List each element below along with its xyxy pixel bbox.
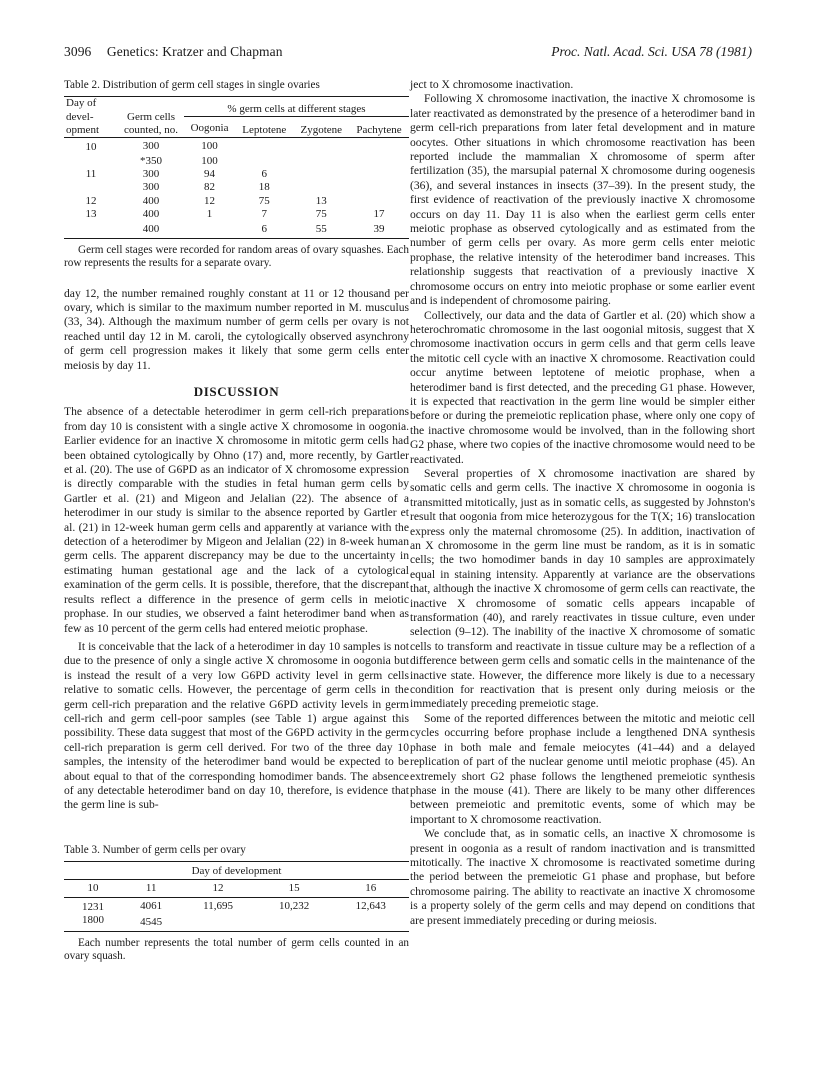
table2-header-stage: Pachytene (356, 123, 402, 136)
table-cell (184, 221, 235, 238)
table3 (64, 861, 409, 932)
table-row (64, 897, 409, 914)
table-cell: *350 (140, 154, 162, 167)
table-cell (235, 138, 293, 155)
table3-header-day: 11 (145, 881, 157, 894)
table-cell: 13 (85, 208, 97, 221)
running-title: Genetics: Kratzer and Chapman (106, 44, 283, 59)
table-cell (332, 914, 409, 931)
paragraph: We conclude that, as in somatic cells, an inactive X chromosome is present in oogonia as a result of random inactivation and is transmitted mitotically. The inactive X chromosome is reactivated sometime during the period between the premeiotic G1 phase and prophase, but before chromosome pairing. The ability to reactivate an inactive X chromosome is a property solely of the germ cells and may depend on conditions that are present immediately preceding or during meiosis. (410, 827, 755, 927)
table-cell: 75 (258, 194, 270, 207)
table-cell: 13 (315, 194, 327, 207)
table-cell: 75 (315, 208, 327, 221)
table3-header-day: 15 (288, 881, 300, 894)
table-cell: 82 (204, 181, 216, 194)
table-cell: 400 (142, 222, 160, 235)
table2-header-day: Day of devel- opment (66, 97, 99, 136)
table-cell: 4061 (140, 899, 163, 912)
paragraph: The absence of a detectable heterodimer in germ cell-rich preparations from day 10 is consistent with a single active X chromosome in oogonia. Earlier evidence for an inactive X chromosome in mitotic germ cells had been obtained cytologically by Ohno (17) and, more recently, by Gartler et al. (20). The use of G6PD as an indicator of X chromosome expression is directly comparable with the studies in fetal human germ cells by Gartler et al. (21) and Migeon and Jelalian (22). The absence of a heterodimer in our study is similar to the absence reported by Gartler et al. (21) in 12-week human germ cells and apparently at variance with the detection of a heterodimer by Migeon and Jelalian (22) in 8-week human germ cells. The apparent discrepancy may be due to the uncertainty in estimating human gestational age and the lack of a cytological examination of the germ cells. It is possible, therefore, that the discrepant results reflect a difference in the presence of germ cells in meiotic prophase. In our studies, we observed a faint heterodimer band when as few as 10 percent of the germ cells had entered meiotic prophase. (64, 405, 409, 635)
paragraph: Some of the reported differences between the mitotic and meiotic cell cycles occurring before prophase include a lengthened DNA synthesis phase in both male and female meiocytes (41–44) and a delayed replication of part of the nuclear genome until meiotic prophase (45). An extremely short G2 phase follows the lengthened premeiotic synthesis phase in the mouse (41). There are likely to be many other differences between premeiotic and premitotic events, some of which may be important to X chromosome reactivation. (410, 711, 755, 826)
table-cell: 400 (142, 208, 160, 221)
table2-header-stage: Oogonia (190, 121, 229, 134)
table-cell (294, 138, 350, 155)
table-cell: 12 (204, 194, 216, 207)
table-cell (64, 181, 118, 194)
table-row (64, 195, 409, 208)
paragraph: It is conceivable that the lack of a heterodimer in day 10 samples is not due to the presence of only a single active X chromosome in oogonia but is instead the result of a very low G6PD activity level in germ cells relative to somatic cells. However, the percentage of germ cells in the germ cell-rich preparation and the relative G6PD activity levels in germ cell-rich and germ cell-poor samples (see Table 1) argue against this possibility. These data suggest that most of the G6PD activity in the germ cell-rich preparation is germ cell derived. For two of the three day 10 samples, the intensity of the heterodimer band would be expected to be about equal to that of the corresponding homodimer bands. The absence of any detectable heterodimer band on day 10, therefore, is evidence that the germ line is sub- (64, 639, 409, 812)
table-cell: 300 (142, 139, 160, 152)
table-cell: 1800 (82, 914, 105, 927)
table-cell: 6 (261, 167, 268, 180)
table-cell: 11 (85, 167, 97, 180)
table-cell: 17 (373, 208, 385, 221)
table-cell (294, 168, 350, 181)
table-cell (294, 154, 350, 167)
table-cell: 94 (204, 167, 216, 180)
paragraph: Several properties of X chromosome inactivation are shared by somatic cells and germ cells. The inactive X chromosome in oogonia is transmitted mitotically, just as in somatic cells, as suggested by Johnston's result that oogonia from mice heterozygous for the T(X; 16) translocation express only the maternal chromosome (25). In addition, inactivation of an X chromosome in the germ line must be random, as it is in somatic cells; the two homodimer bands in day 10 samples are approximately equal in staining intensity. Apparently at variance are the observations that, although the inactive X chromosome of germ cells can reactivate, the inactive X chromosome of somatic cells appears incapable of transformation (40), and rarely reactivates in tissue culture, even under selection (9–12). The inability of the inactive X chromosome of somatic cells to transform and reactivate in tissue culture may be a reflection of a difference between germ cells and somatic cells in the maintenance of the inactive state. However, the difference more likely is due to a necessary condition for reactivation that is present only during meiosis or the immediately preceding premeiotic stage. (410, 466, 755, 711)
table-cell (349, 138, 409, 155)
table3-footnote: Each number represents the total number of germ cells counted in an ovary squash. (64, 936, 409, 963)
table-cell: 55 (315, 222, 327, 235)
table-cell (349, 154, 409, 167)
table-cell: 6 (261, 222, 268, 235)
table-cell: 300 (142, 181, 160, 194)
table-cell (64, 221, 118, 238)
table2-footnote: Germ cell stages were recorded for random areas of ovary squashes. Each row represents the results for a separate ovary. (64, 243, 409, 270)
table-cell: 12,643 (355, 899, 386, 912)
section-heading: DISCUSSION (193, 384, 280, 399)
table-cell: 1231 (82, 901, 105, 914)
table2 (64, 96, 409, 238)
table2-header-stage: Zygotene (300, 123, 343, 136)
journal-citation: Proc. Natl. Acad. Sci. USA 78 (1981) (551, 44, 752, 59)
table-cell: 10,232 (279, 899, 310, 912)
table-cell: 11,695 (203, 899, 233, 912)
table-cell: 10 (85, 141, 97, 154)
table-cell (256, 914, 333, 931)
left-column (64, 78, 409, 964)
table3-caption: Table 3. Number of germ cells per ovary (64, 843, 246, 856)
table3-header-day: 12 (212, 881, 224, 894)
table-row (64, 138, 409, 155)
table-cell: 18 (258, 181, 270, 194)
table3-header-group: Day of development (64, 862, 409, 879)
table-cell (349, 195, 409, 208)
table2-header-group: % germ cells at different stages (184, 97, 409, 117)
paragraph: ject to X chromosome inactivation. (410, 78, 574, 91)
table-cell: 400 (142, 194, 160, 207)
table-row (64, 914, 409, 931)
table-row (64, 154, 409, 167)
table2-header-stage: Leptotene (242, 123, 287, 136)
table-cell: 4545 (140, 915, 163, 928)
page-number: 3096 (64, 44, 92, 59)
running-header (64, 44, 283, 60)
table-cell: 12 (85, 194, 97, 207)
table-cell: 39 (373, 222, 385, 235)
table-cell (349, 181, 409, 194)
paragraph: Collectively, our data and the data of Gartler et al. (20) which show a heterochromatic chromosome in the last oogonial mitosis, suggest that X chromosome inactivation occurs in germ cells and that germ cells leave the mitotic cell cycle with an inactive X chromosome. Reactivation could occur anytime between leptotene of meiotic prophase, when a heterodimer band is first detected, and the preceding G1 phase. However, it is expected that reactivation in the germ line would be simpler either before or during the premeiotic replication phase, where only one copy of the inactive chromosome would be involved, than in the following short G2 phase, where two copies of the inactive chromosome would need to be reactivated. (410, 308, 755, 466)
table-cell (180, 914, 256, 931)
table-row (64, 208, 409, 221)
table3-block (64, 843, 409, 964)
table-cell (349, 168, 409, 181)
table3-header-day: 10 (87, 881, 99, 894)
paragraph: Following X chromosome inactivation, the inactive X chromosome is later reactivated as demonstrated by the presence of a heterodimer band in germ cell-rich preparations from later fetal development and in mature oocytes. Other situations in which chromosome reactivation has been reported include the mammalian X chromosome of sperm after fertilization (35), the marsupial paternal X chromosome during oogenesis (36), and several instances in insects (37–39). In the present study, the first evidence of reactivation of the previously inactive X chromosome occurs on day 11. Day 11 is also when the earliest germ cells enter meiotic prophase as observed cytologically and as estimated from the number of germ cells per ovary. As more germ cells enter meiotic prophase, the relative intensity of the heterodimer band increases. This relationship suggests that reactivation of a previously inactive X chromosome occurs on entry into meiotic prophase or some earlier event and is independent of chromosome pairing. (410, 92, 755, 308)
table-row (64, 181, 409, 194)
table-cell (235, 154, 293, 167)
table-cell (64, 154, 118, 167)
table-row (64, 168, 409, 181)
paragraph: day 12, the number remained roughly constant at 11 or 12 thousand per ovary, which is similar to the maximum number reported in M. musculus (33, 34). Although the maximum number of germ cells per ovary is not reached until day 12 in M. caroli, the cytologically observed asynchrony of germ cell progression makes it likely that some germ cells enter meiosis by day 11. (64, 286, 409, 372)
table-cell: 100 (201, 154, 218, 167)
table-row (64, 221, 409, 238)
right-column (410, 78, 755, 928)
table-cell: 7 (261, 208, 268, 221)
table2-caption: Table 2. Distribution of germ cell stages in single ovaries (64, 79, 320, 91)
table3-header-day: 16 (365, 881, 377, 894)
table-cell (294, 181, 350, 194)
table-cell: 1 (206, 208, 213, 221)
table-cell: 100 (201, 139, 218, 152)
table2-header-counted: Germ cells counted, no. (123, 110, 179, 136)
table-cell: 300 (142, 167, 160, 180)
